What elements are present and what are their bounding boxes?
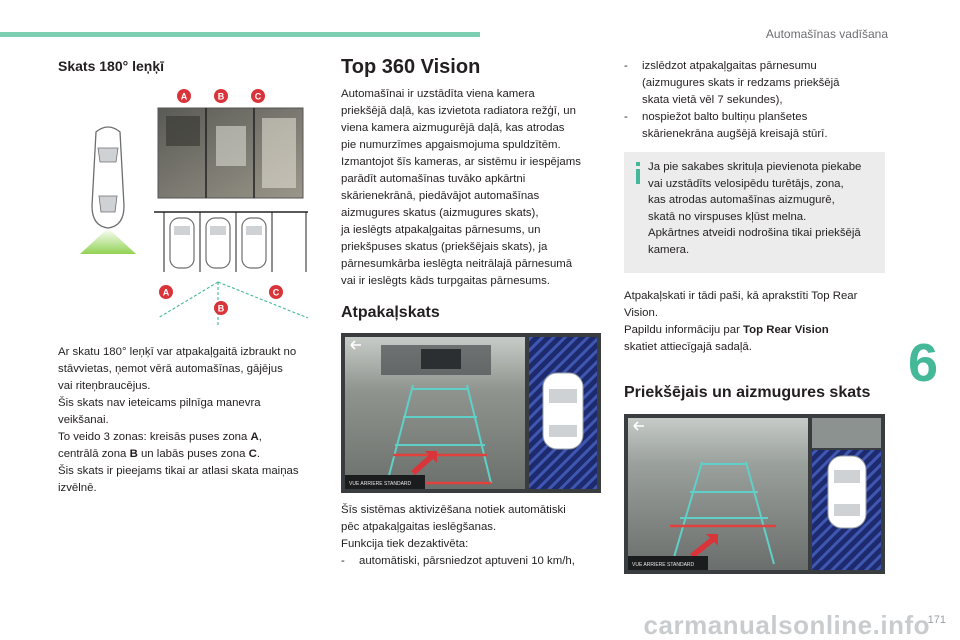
info-text: Ja pie sakabes skrituļa pievienota piekabe vai uzstādīts velosipēdu turētājs, zona, kas atrodas automašīnas aizmugurē, skatā no virspuses kļūst melna. Apkārtnes atveidi nodrošina tikai priekšējā kamera. (648, 161, 862, 256)
heading-front-rear-view: Priekšējais un aizmugures skats (624, 384, 871, 401)
zone-a-label: A (162, 287, 170, 298)
zone-boundary-lines (158, 282, 308, 326)
heading-top-360-vision: Top 360 Vision (341, 56, 481, 78)
car-top-view-icon (92, 127, 124, 228)
header-accent-bar (0, 32, 480, 37)
heading-180-view: Skats 180° leņķī (58, 58, 164, 74)
deactivation-list: - izslēdzot atpakaļgaitas pārnesumu (aizmugures skats ir redzams priekšējā skata vietā vēl 7 sekundes), - nospiežot balto bultiņu planšetes skārienekrāna augšējā kreisajā stūrī. (624, 60, 840, 140)
180-view-illustration (58, 86, 308, 326)
info-box (624, 152, 885, 273)
zone-c-label: C (272, 287, 280, 298)
zone-b-label: B (217, 303, 225, 314)
zone-a-top-label: A (180, 91, 188, 102)
section-title: Automašīnas vadīšana (765, 27, 888, 41)
front-rear-screen-image (624, 414, 885, 574)
180-view-body: Ar skatu 180° leņķī var atpakaļgaitā izbraukt no stāvvietas, ņemot vērā automašīnas, gājējus vai riteņbraucējus. Šis skats nav ieteicams pilnīga manevra veikšanai. To veido 3 zonas: kreisās puses zona A, centrālā zona B un labās puses zona C. Šis skats ir pieejams tikai ar atlasi skata maiņas izvēlnē. (58, 346, 299, 494)
parking-row-illustration (154, 212, 308, 272)
front-rear-screen-label: VUE ARRIERE STANDARD (632, 562, 695, 568)
heading-rear-view: Atpakaļskats (341, 304, 440, 321)
chapter-number: 6 (907, 333, 938, 393)
rear-view-screen-image (341, 333, 601, 493)
activation-text: Šīs sistēmas aktivizēšana notiek automātiski pēc atpakaļgaitas ieslēgšanas. Funkcija tiek dezaktivēta: - automātiski, pārsniedzot aptuveni 10 km/h, (341, 504, 575, 567)
page-number: 171 (927, 614, 946, 626)
top-360-intro: Automašīnai ir uzstādīta viena kamera priekšējā daļā, kas izvietota radiatora režģī, un viena kamera aizmugurējā daļā, kas atrodas pie numurzīmes apgaismojuma spuldzītēm. Izmantojot šīs kameras, ar sistēmu ir iespējams parādīt automašīnas tuvāko apkārtni skārienekrānā, piedāvājot automašīnas aizmugures skatus (aizmugures skats), ja ieslēgts atpakaļgaitas pārnesums, un priekšpuses skatus (priekšējais skats), ja pārnesumkārba ieslēgta neitrālajā pārnesumā vai ir ieslēgts kāds turpgaitas pārnesums. (341, 88, 581, 287)
rear-screen-label: VUE ARRIERE STANDARD (349, 481, 412, 487)
watermark: carmanualsonline.info (643, 610, 930, 640)
zone-c-top-label: C (254, 91, 262, 102)
info-icon (633, 162, 643, 184)
camera-field-icon (80, 228, 136, 254)
rear-views-paragraph: Atpakaļskati ir tādi paši, kā aprakstīti Top Rear Vision. Papildu informāciju par Top Rear Vision skatiet attiecīgajā sadaļā. (624, 290, 858, 353)
camera-screen-thumbnail (158, 108, 303, 198)
zone-b-top-label: B (217, 91, 225, 102)
